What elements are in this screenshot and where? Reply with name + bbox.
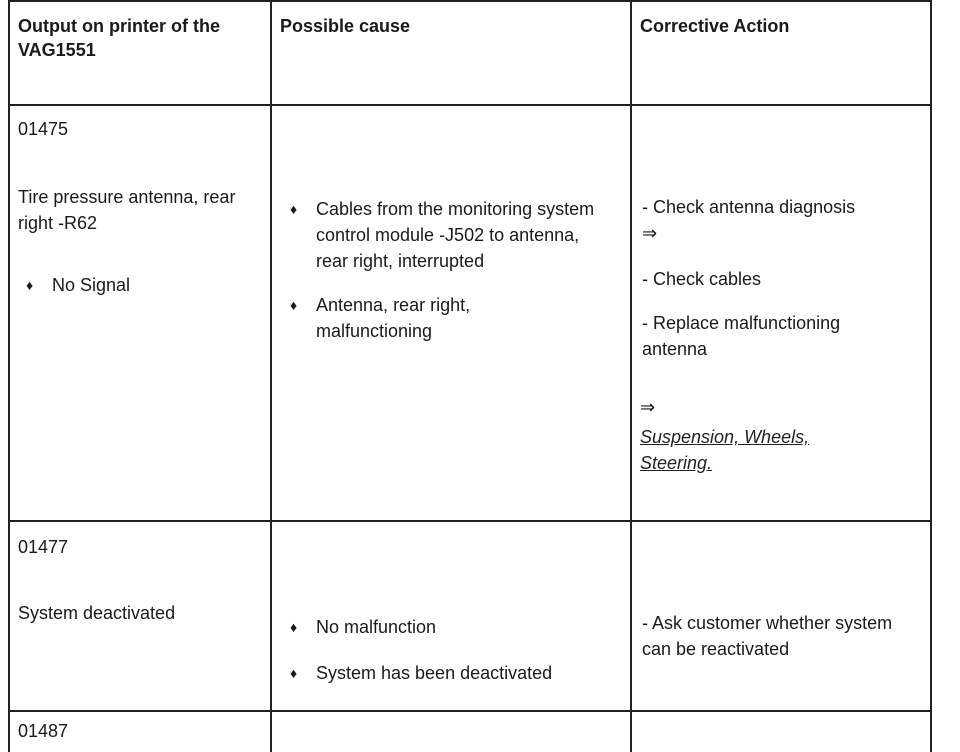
header-cause: Possible cause bbox=[280, 16, 411, 36]
bullet-diamond-icon: ♦ bbox=[290, 201, 298, 217]
row1-action-3: - Replace malfunctioning antenna bbox=[642, 313, 841, 359]
row2-action-1: - Ask customer whether system can be reactivated bbox=[642, 613, 893, 659]
row-divider-2 bbox=[8, 710, 932, 712]
row1-action-2: - Check cables bbox=[642, 269, 762, 289]
row-divider-1 bbox=[8, 520, 932, 522]
bullet-diamond-icon: ♦ bbox=[290, 297, 298, 313]
row1-action-1: - Check antenna diagnosis bbox=[642, 197, 856, 217]
row2-cause-2-text: System has been deactivated bbox=[316, 663, 553, 683]
header-action: Corrective Action bbox=[640, 16, 790, 36]
column-divider-2 bbox=[630, 0, 632, 752]
bullet-diamond-icon: ♦ bbox=[26, 277, 34, 293]
row1-arrow-2[interactable]: ⇒ bbox=[640, 397, 656, 417]
row1-arrow-1[interactable]: ⇒ bbox=[642, 223, 658, 243]
row2-cause-1-text: No malfunction bbox=[316, 617, 437, 637]
column-divider-1 bbox=[270, 0, 272, 752]
table-border-left bbox=[8, 0, 10, 752]
row1-cause-2-text: Antenna, rear right, malfunctioning bbox=[316, 295, 471, 341]
row2-code: 01477 bbox=[18, 537, 69, 557]
header-output: Output on printer of the VAG1551 bbox=[18, 16, 220, 60]
suspension-wheels-steering-link[interactable]: Suspension, Wheels, Steering. bbox=[640, 427, 810, 473]
header-divider bbox=[8, 104, 932, 106]
table-border-right bbox=[930, 0, 932, 752]
row2-description: System deactivated bbox=[18, 603, 176, 623]
row3-code: 01487 bbox=[18, 721, 69, 741]
row1-description: Tire pressure antenna, rear right -R62 bbox=[18, 187, 236, 233]
row1-code: 01475 bbox=[18, 119, 69, 139]
diagnosis-table bbox=[8, 0, 932, 752]
bullet-diamond-icon: ♦ bbox=[290, 619, 298, 635]
row1-cause-1-text: Cables from the monitoring system control module -J502 to antenna, rear right, interrupted bbox=[316, 199, 595, 271]
row1-status-text: No Signal bbox=[52, 275, 131, 295]
table-border-top bbox=[8, 0, 932, 2]
bullet-diamond-icon: ♦ bbox=[290, 665, 298, 681]
